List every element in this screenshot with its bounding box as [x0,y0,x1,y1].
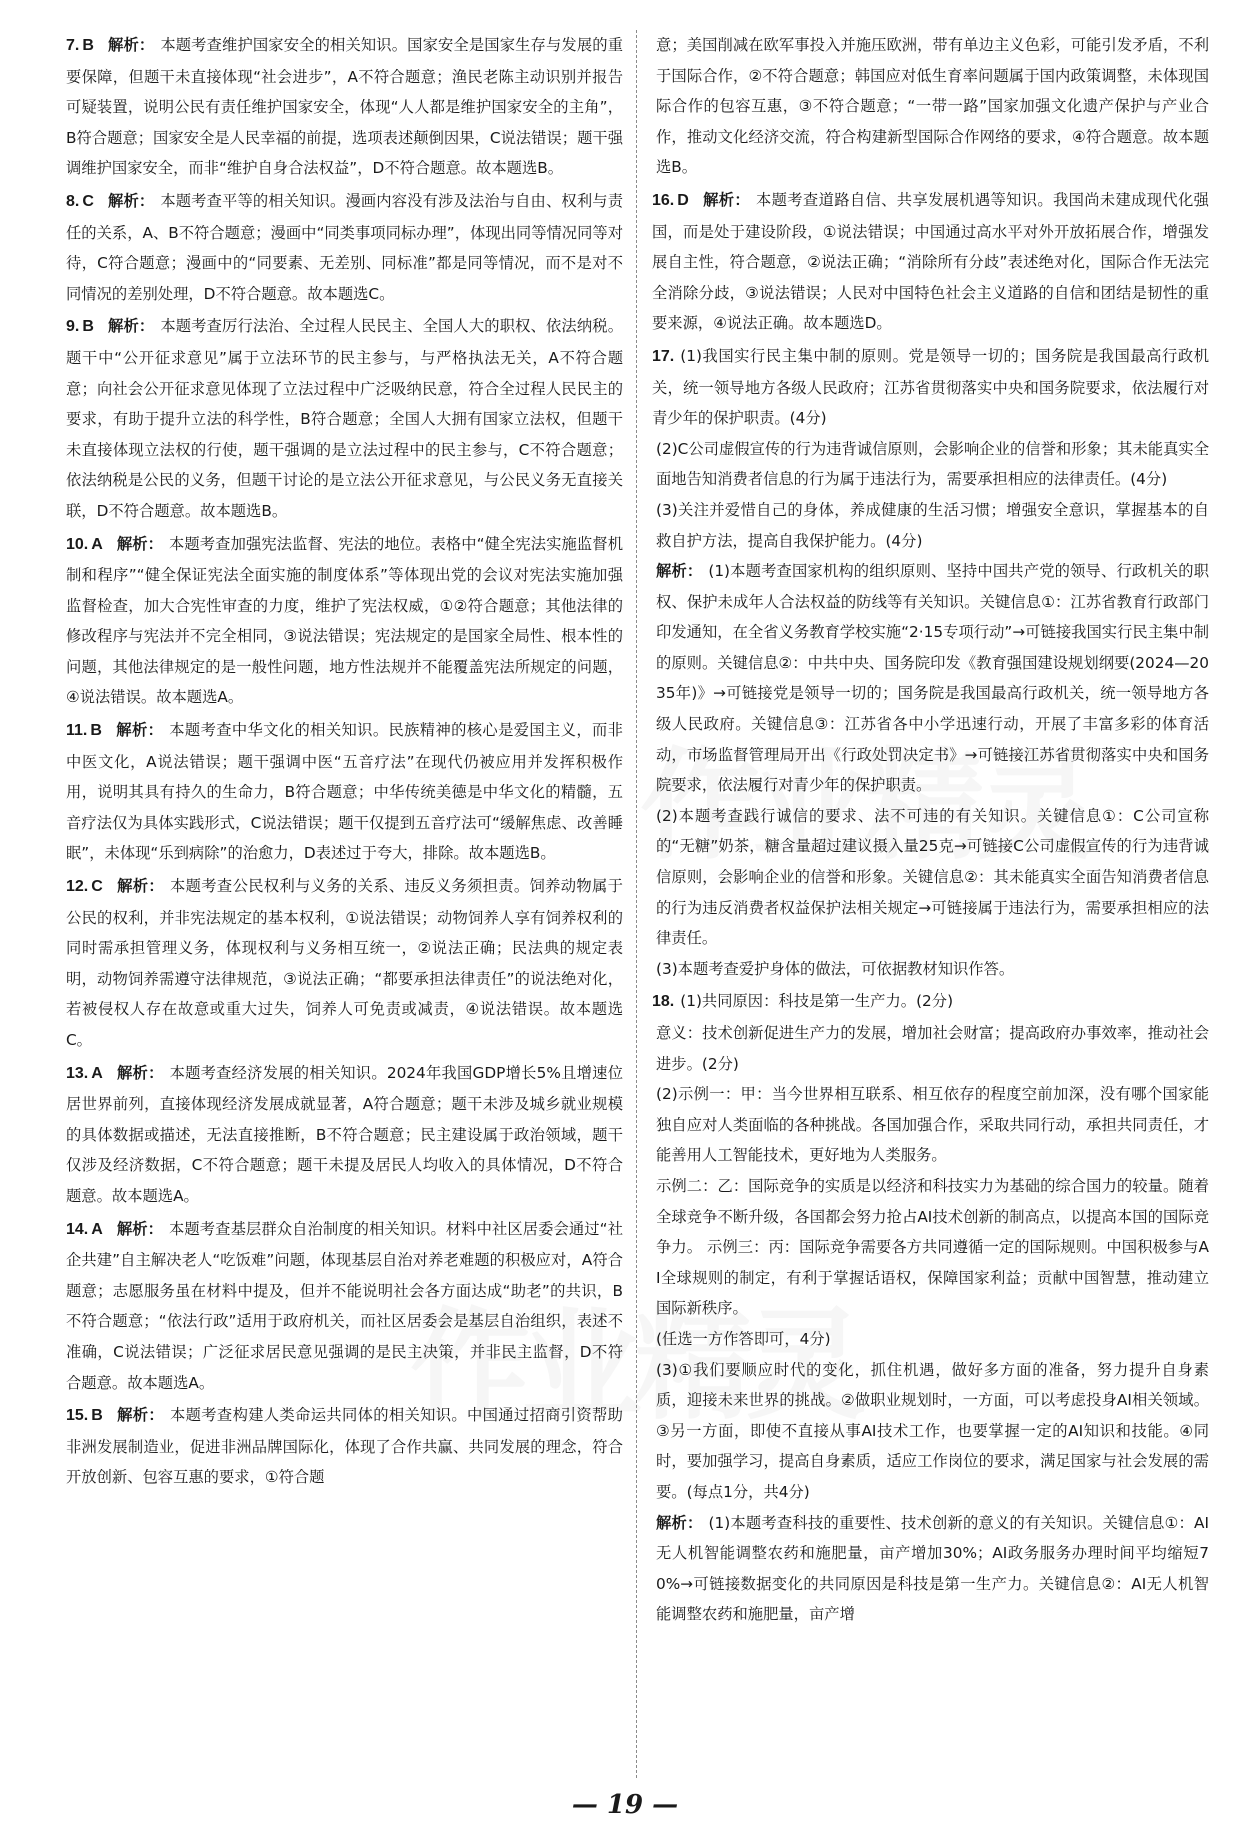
analysis-label: 解析： [702,190,751,209]
question-18-example-1: (2)示例一：甲：当今世界相互联系、相互依存的程度空前加深，没有哪个国家能独自应对人类面临的各种挑战。各国加强合作，采取共同行动，承担共同责任，才能善用人工智能技术，更好地为人类服务。 [656,1085,1209,1165]
question-18-significance: 意义：技术创新促进生产力的发展，增加社会财富；提高政府办事效率，推动社会进步。(2分) [656,1024,1209,1073]
question-17-part-2: (2)C公司虚假宣传的行为违背诚信原则，会影响企业的信誉和形象；其未能真实全面地告知消费者信息的行为属于违法行为，需要承担相应的法律责任。(4分) [656,439,1209,489]
answer-text: (1)共同原因：科技是第一生产力。(2分) [680,992,954,1011]
column-divider [636,30,637,1778]
question-number: 14. [66,1220,89,1238]
question-18-part-3: (3)①我们要顺应时代的变化，抓住机遇，做好多方面的准备，努力提升自身素质，迎接未来世界的挑战。②做职业规划时，一方面，可以考虑投身AI相关领域。③另一方面，即使不直接从事AI技术工作，也要掌握一定的AI知识和技能。④同时，要加强学习，提高自身素质，适应工作岗位的要求，满足国家与社会发展的需要。(每点1分，共4分) [656,1360,1209,1501]
answer-letter: B [90,722,102,740]
question-17-analysis-2: (2)本题考查践行诚信的要求、法不可违的有关知识。关键信息①：C公司宣称的“无糖”奶茶，糖含量超过建议摄入量25克→可链接C公司虚假宣传的行为违背诚信原则，会影响企业的信誉和形象。关键信息②：其未能真实全面告知消费者信息的行为违反消费者权益保护法相关规定→可链接属于违法行为，需要承担相应的法律责任。 [656,806,1209,948]
question-18-example-2-3: 示例二：乙：国际竞争的实质是以经济和科技实力为基础的综合国力的较量。随着全球竞争不断升级，各国都会努力抢占AI技术创新的制高点，以提高本国的国际竞争力。 示例三：丙：国际竞争需要各方共同遵循一定的国际规则。中国积极参与AI全球规则的制定，有利于掌握话语权，保障国家利益；贡献中国智慧，推动建立国际新秩序。 [656,1176,1209,1318]
question-number: 16. [652,191,675,209]
question-17-part-1 [652,341,1209,434]
left-column [66,30,623,1493]
analysis-label: 解析： [107,317,155,336]
answer-letter: A [91,535,103,553]
question-entry [66,1058,623,1212]
analysis-text: 本题考查经济发展的相关知识。2024年我国GDP增长5%且增速位居世界前列，直接体现经济发展成就显著，A符合题意；题干未涉及城乡就业规模的具体数据或描述，无法直接推断，B不符合题意；民主建设属于政治领域，题干仅涉及经济数据，C不符合题意；题干未提及居民人均收入的具体情况，D不符合题意。故本题选A。 [66,1063,623,1205]
analysis-text: 本题考查道路自信、共享发展机遇等知识。我国尚未建成现代化强国，而是处于建设阶段，①说法错误；中国通过高水平对外开放拓展合作，增强发展自主性，符合题意，②说法正确；“消除所有分歧”表述绝对化，国际合作无法完全消除分歧，③说法错误；人民对中国特色社会主义道路的自信和团结是韧性的重要来源，④说法正确。故本题选D。 [652,190,1209,333]
analysis-text: (1)本题考查科技的重要性、技术创新的意义的有关知识。关键信息①：AI无人机智能调整农药和施肥量，亩产增加30%；AI政务服务办理时间平均缩短70%→可链接数据变化的共同原因是科技是第一生产力。关键信息②：AI无人机智能调整农药和施肥量，亩产增 [656,1513,1209,1624]
question-17-analysis-1 [652,556,1209,801]
answer-letter: C [82,192,94,210]
analysis-label: 解析： [656,1513,703,1532]
analysis-label: 解析： [116,1406,165,1425]
analysis-label: 解析： [116,1063,164,1082]
question-number: 11. [66,722,88,740]
answer-letter: A [91,1064,103,1082]
answer-letter: B [82,318,94,336]
question-number: 15. [66,1407,89,1425]
analysis-text: (1)本题考查国家机构的组织原则、坚持中国共产党的领导、行政机关的职权、保护未成年人合法权益的防线等有关知识。关键信息①：江苏省教育行政部门印发通知，在全省义务教育学校实施“2·15专项行动”→可链接我国实行民主集中制的原则。关键信息②：中共中央、国务院印发《教育强国建设规划纲要(2024—2035年)》→可链接党是领导一切的；国务院是我国最高行政机关，统一领导地方各级人民政府。关键信息③：江苏省各中小学迅速行动，开展了丰富多彩的体育活动，市场监督管理局开出《行政处罚决定书》→可链接江苏省贯彻落实中央和国务院要求，依法履行对青少年的保护职责。 [656,562,1209,795]
analysis-text: 本题考查厉行法治、全过程人民民主、全国人大的职权、依法纳税。题干中“公开征求意见”属于立法环节的民主参与，与严格执法无关，A不符合题意；向社会公开征求意见体现了立法过程中广泛吸纳民意，符合全过程人民民主的要求，有助于提升立法的科学性，B符合题意；全国人大拥有国家立法权，但题干未直接体现立法权的行使，题干强调的是立法过程中的民主参与，C不符合题意；依法纳税是公民的义务，但题干讨论的是立法公开征求意见，与公民义务无直接关联，D不符合题意。故本题选B。 [66,317,623,520]
question-entry [66,529,623,714]
question-entry [66,871,623,1056]
answer-letter: B [82,37,94,54]
question-entry [66,30,623,184]
question-18-analysis-1 [652,1508,1209,1630]
question-number: 12. [66,878,89,896]
question-number: 9. [66,318,80,336]
question-number: 17. [652,347,675,365]
analysis-text: 本题考查维护国家安全的相关知识。国家安全是国家生存与发展的重要保障，但题干未直接体现“社会进步”，A不符合题意；渔民老陈主动识别并报告可疑装置，说明公民有责任维护国家安全，体现“人人都是维护国家安全的主角”，B符合题意；国家安全是人民幸福的前提，选项表述颠倒因果，C说法错误；题干强调维护国家安全，而非“维护自身合法权益”，D不符合题意。故本题选B。 [66,36,623,178]
question-18-note: (任选一方作答即可，4分) [656,1329,831,1348]
question-entry [66,311,623,526]
answer-letter: B [91,1407,103,1425]
analysis-text: 本题考查公民权利与义务的关系、违反义务须担责。饲养动物属于公民的权利，并非宪法规定的基本权利，①说法错误；动物饲养人享有饲养权利的同时需承担管理义务，体现权利与义务相互统一，②说法正确；民法典的规定表明，动物饲养需遵守法律规范，③说法正确；“都要承担法律责任”的说法绝对化，若被侵权人存在故意或重大过失，饲养人可免责或减责，④说法错误。故本题选C。 [66,877,623,1049]
analysis-label: 解析： [116,877,165,896]
question-number: 18. [652,993,675,1011]
analysis-text: 本题考查中华文化的相关知识。民族精神的核心是爱国主义，而非中医文化，A说法错误；题干强调中医“五音疗法”在现代仍被应用并发挥积极作用，说明其具有持久的生命力，B符合题意；中华传统美德是中华文化的精髓，五音疗法仅为具体实践形式，C说法错误；题干仅提到五音疗法可“缓解焦虑、改善睡眠”，未体现“乐到病除”的治愈力，D表述过于夸大，排除。故本题选B。 [66,721,623,863]
question-number: 13. [66,1064,89,1082]
question-entry [66,715,623,869]
question-17-analysis-3: (3)本题考查爱护身体的做法，可依据教材知识作答。 [656,959,1015,978]
answer-letter: D [677,191,689,209]
page-number: — 19 — [571,1790,679,1820]
question-number: 10. [66,535,89,553]
question-entry [66,1400,623,1493]
question-number: 8. [66,192,80,210]
analysis-text: 本题考查平等的相关知识。漫画内容没有涉及法治与自由、权利与责任的关系，A、B不符合题意；漫画中“同类事项同标办理”，体现出同等情况同等对待，C符合题意；漫画中的“同要素、无差别、同标准”都是同等情况，而不是对不同情况的差别处理，D不符合题意。故本题选C。 [66,191,623,303]
q15-continuation: 意；美国削减在欧军事投入并施压欧洲，带有单边主义色彩，可能引发矛盾，不利于国际合作，②不符合题意；韩国应对低生育率问题属于国内政策调整，未体现国际合作的包容互惠，③不符合题意；“一带一路”国家加强文化遗产保护与产业合作，推动文化经济交流，符合构建新型国际合作网络的要求，④符合题意。故本题选B。 [656,36,1209,177]
question-17-part-3: (3)关注并爱惜自己的身体，养成健康的生活习惯；增强安全意识，掌握基本的自救自护方法，提高自我保护能力。(4分) [656,500,1209,550]
question-entry [66,186,623,309]
analysis-label: 解析： [656,562,703,581]
right-column [652,30,1209,1630]
analysis-text: 本题考查加强宪法监督、宪法的地位。表格中“健全宪法实施监督机制和程序”“健全保证宪法全面实施的制度体系”等体现出党的会议对宪法实施加强监督检查，加大合宪性审查的力度，维护了宪法权威，①②符合题意；其他法律的修改程序与宪法并不完全相同，③说法错误；宪法规定的是国家全局性、根本性的问题，其他法律规定的是一般性问题，地方性法规并不能覆盖宪法所规定的问题，④说法错误。故本题选A。 [66,534,623,707]
analysis-label: 解析： [107,191,155,210]
analysis-text: 本题考查构建人类命运共同体的相关知识。中国通过招商引资帮助非洲发展制造业，促进非洲品牌国际化，体现了合作共赢、共同发展的理念，符合开放创新、包容互惠的要求，①符合题 [66,1406,623,1487]
analysis-label: 解析： [107,36,155,54]
answer-letter: C [91,878,103,896]
analysis-label: 解析： [116,534,164,553]
analysis-label: 解析： [115,721,164,740]
answer-text: (1)我国实行民主集中制的原则。党是领导一切的；国务院是我国最高行政机关，统一领导地方各级人民政府；江苏省贯彻落实中央和国务院要求，依法履行对青少年的保护职责。(4分) [652,346,1209,428]
analysis-text: 本题考查基层群众自治制度的相关知识。材料中社区居委会通过“社企共建”自主解决老人“吃饭难”问题，体现基层自治对养老难题的积极应对，A符合题意；志愿服务虽在材料中提及，但并不能说明社会各方面达成“助老”的共识，B不符合题意；“依法行政”适用于政府机关，而社区居委会是基层自治组织，表述不准确，C说法错误；广泛征求居民意见强调的是民主决策，并非民主监督，D不符合题意。故本题选A。 [66,1219,623,1392]
answer-letter: A [91,1220,103,1238]
question-number: 7. [66,37,80,54]
question-16 [652,185,1209,339]
question-entry [66,1214,623,1399]
analysis-label: 解析： [116,1219,164,1238]
question-18-part-1 [652,986,1209,1018]
